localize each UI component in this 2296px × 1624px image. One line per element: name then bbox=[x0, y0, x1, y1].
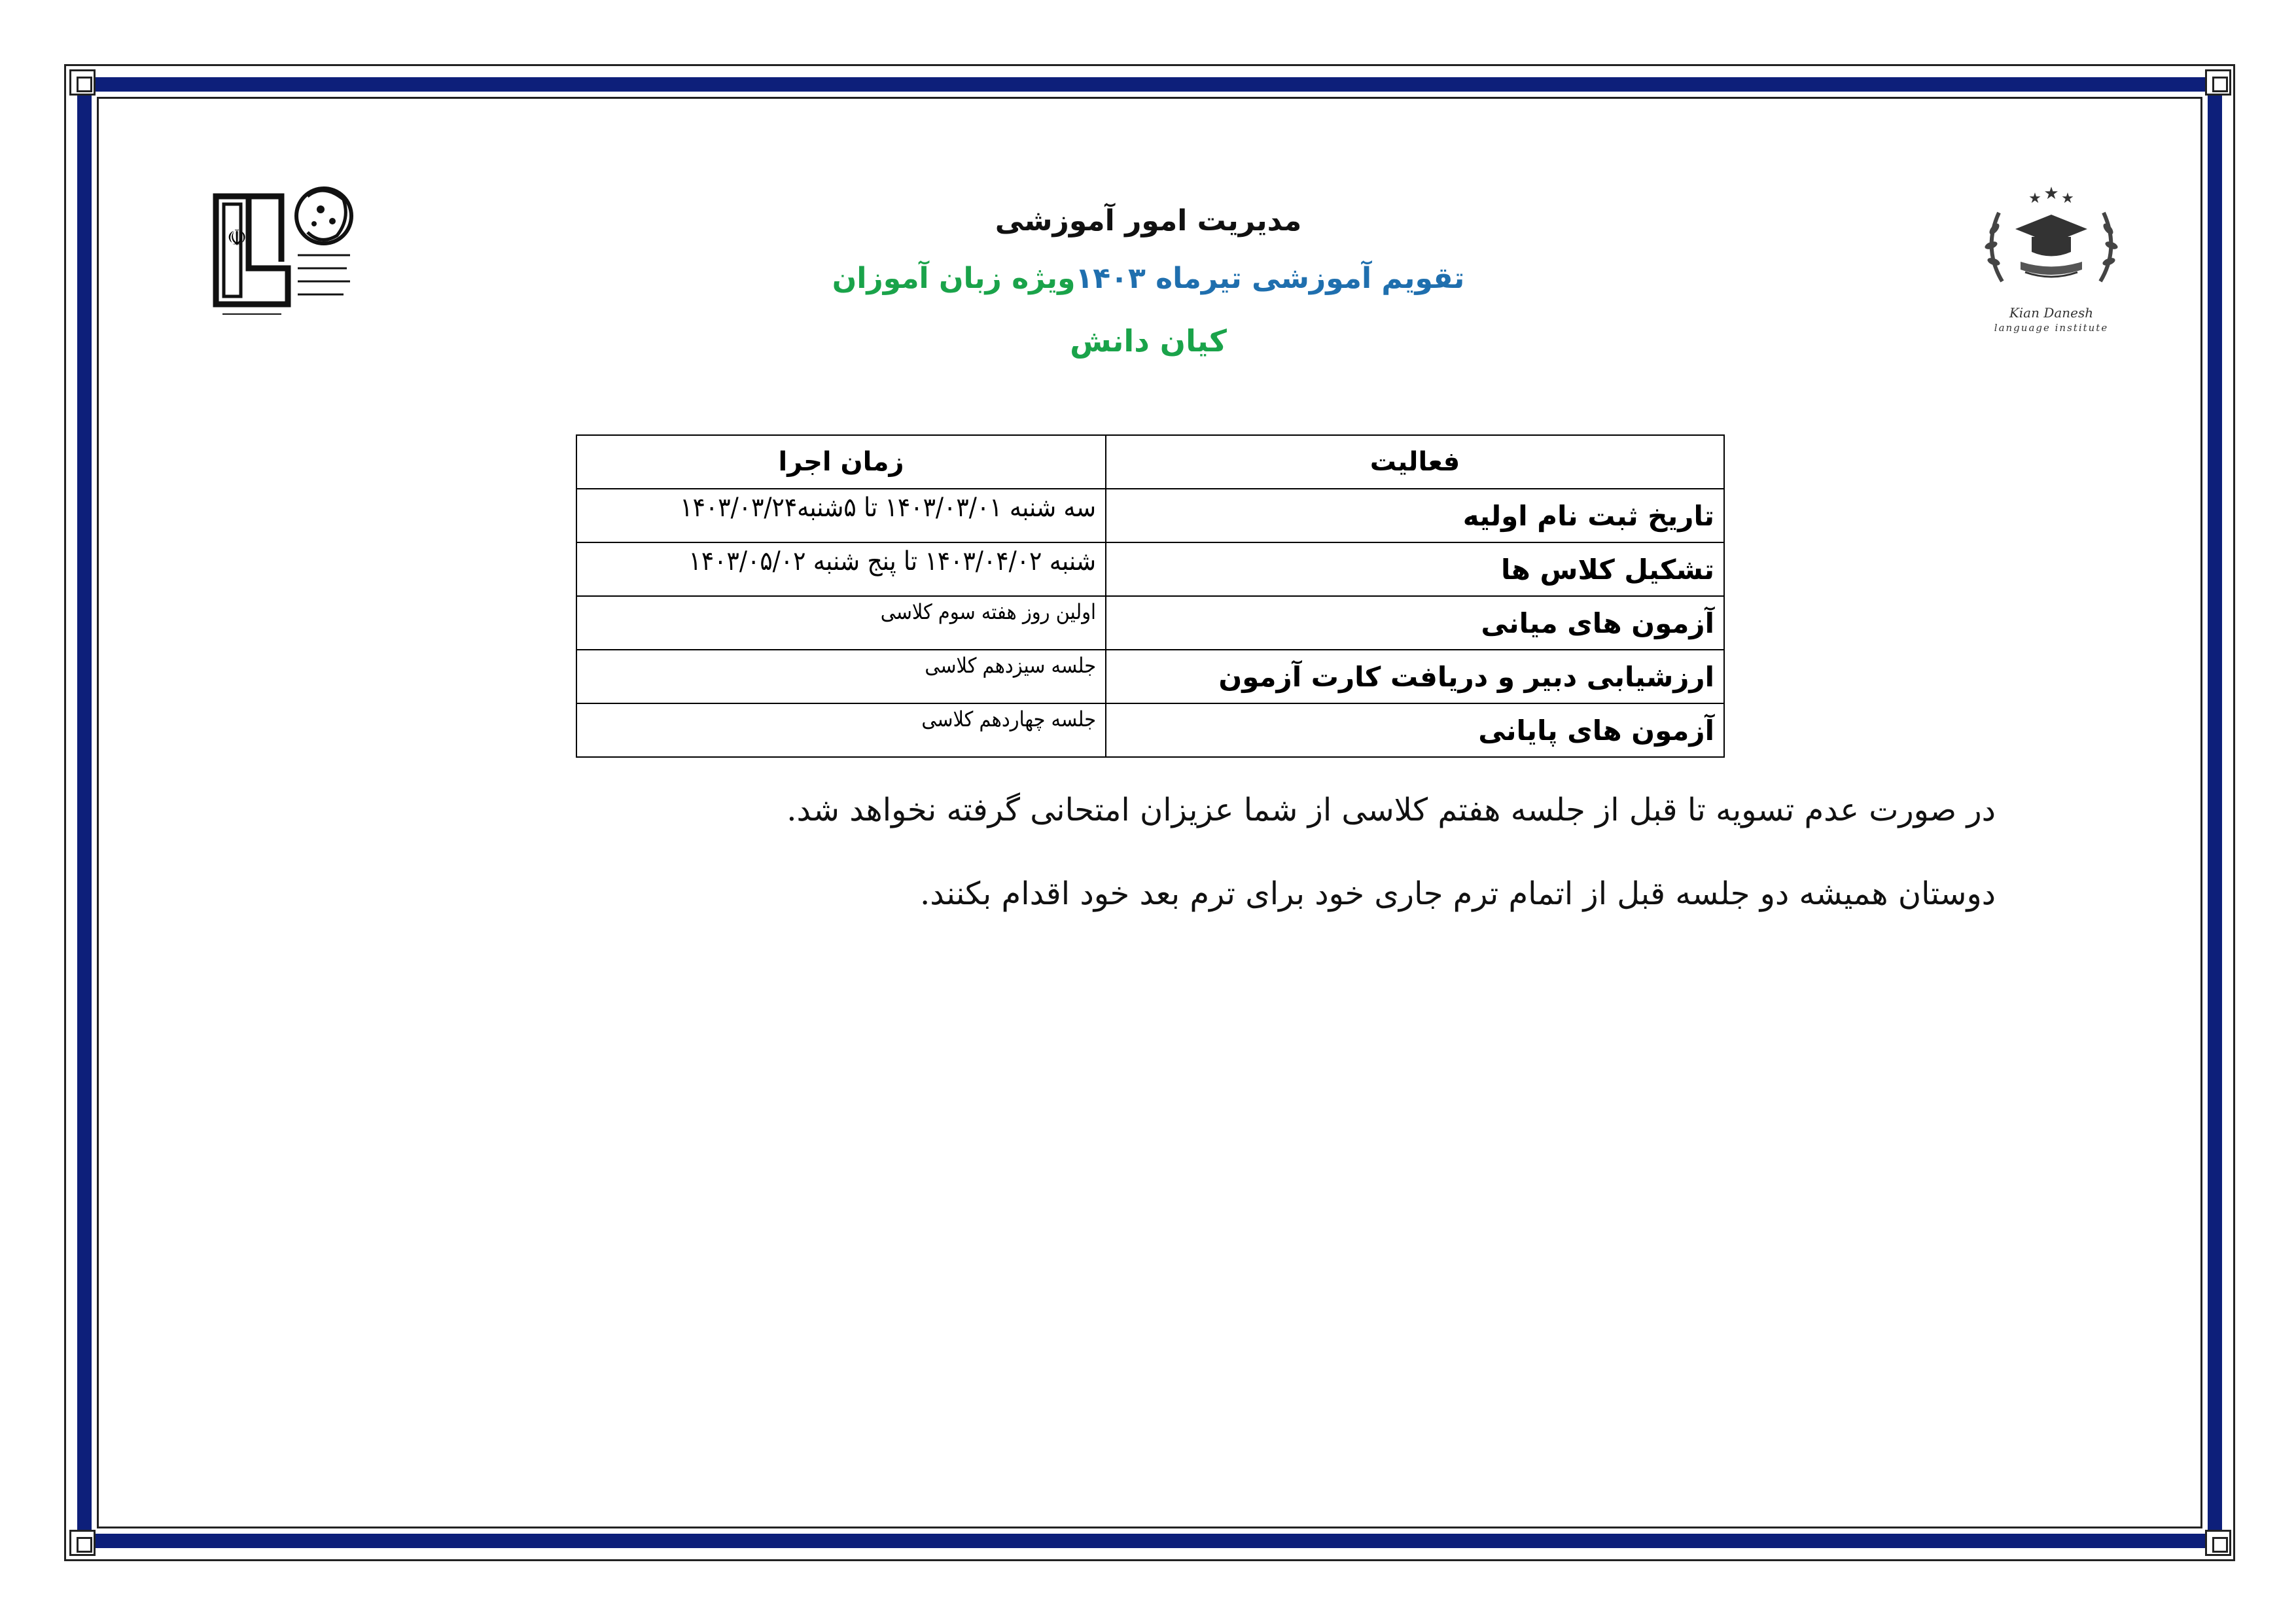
table-row bbox=[576, 489, 1724, 542]
border-corner-top-right bbox=[2205, 69, 2231, 96]
border-corner-top-left bbox=[69, 69, 96, 96]
education-ministry-logo bbox=[209, 170, 366, 327]
note-payment: در صورت عدم تسویه تا قبل از جلسه هفتم کلاسی از شما عزیزان امتحانی گرفته نخواهد شد. bbox=[786, 792, 1996, 828]
svg-text:★: ★ bbox=[2061, 190, 2074, 207]
schedule-table bbox=[576, 434, 1725, 758]
column-header-time: زمان اجرا bbox=[576, 435, 1106, 489]
time-cell: شنبه ۱۴۰۳/۰۴/۰۲ تا پنج شنبه ۱۴۰۳/۰۵/۰۲ bbox=[576, 542, 1106, 596]
activity-cell: تشکیل کلاس ها bbox=[1106, 542, 1724, 596]
time-cell: اولین روز هفته سوم کلاسی bbox=[576, 596, 1106, 650]
department-heading: مدیریت امور آموزشی bbox=[995, 204, 1302, 238]
column-header-activity: فعالیت bbox=[1106, 435, 1724, 489]
table-row bbox=[576, 703, 1724, 757]
activity-cell: ارزشیابی دبیر و دریافت کارت آزمون bbox=[1106, 650, 1724, 703]
calendar-title-part2: ویژه زبان آموزان bbox=[832, 262, 1076, 295]
border-corner-bottom-right bbox=[2205, 1530, 2231, 1556]
svg-text:★: ★ bbox=[2043, 184, 2059, 203]
table-header-row bbox=[576, 435, 1724, 489]
kian-danesh-logo bbox=[1969, 183, 2133, 340]
time-cell: سه شنبه ۱۴۰۳/۰۳/۰۱ تا ۵شنبه۱۴۰۳/۰۳/۲۴ bbox=[576, 489, 1106, 542]
table-row bbox=[576, 596, 1724, 650]
note-registration: دوستان همیشه دو جلسه قبل از اتمام ترم جاری خود برای ترم بعد خود اقدام بکنند. bbox=[920, 875, 1996, 912]
time-cell: جلسه سیزدهم کلاسی bbox=[576, 650, 1106, 703]
logo-caption-subtitle: language institute bbox=[1994, 322, 2109, 334]
table-row bbox=[576, 542, 1724, 596]
activity-cell: آزمون های پایانی bbox=[1106, 703, 1724, 757]
border-corner-bottom-left bbox=[69, 1530, 96, 1556]
activity-cell: تاریخ ثبت نام اولیه bbox=[1106, 489, 1724, 542]
calendar-title bbox=[654, 262, 1642, 295]
activity-cell: آزمون های میانی bbox=[1106, 596, 1724, 650]
institute-name: کیان دانش bbox=[1070, 323, 1227, 359]
time-cell: جلسه چهاردهم کلاسی bbox=[576, 703, 1106, 757]
table-row bbox=[576, 650, 1724, 703]
logo-caption-name: Kian Danesh bbox=[2009, 305, 2094, 321]
calendar-title-part1: تقویم آموزشی تیرماه ۱۴۰۳ bbox=[1075, 262, 1465, 295]
svg-text:☫: ☫ bbox=[226, 225, 247, 251]
svg-text:★: ★ bbox=[2028, 190, 2041, 207]
